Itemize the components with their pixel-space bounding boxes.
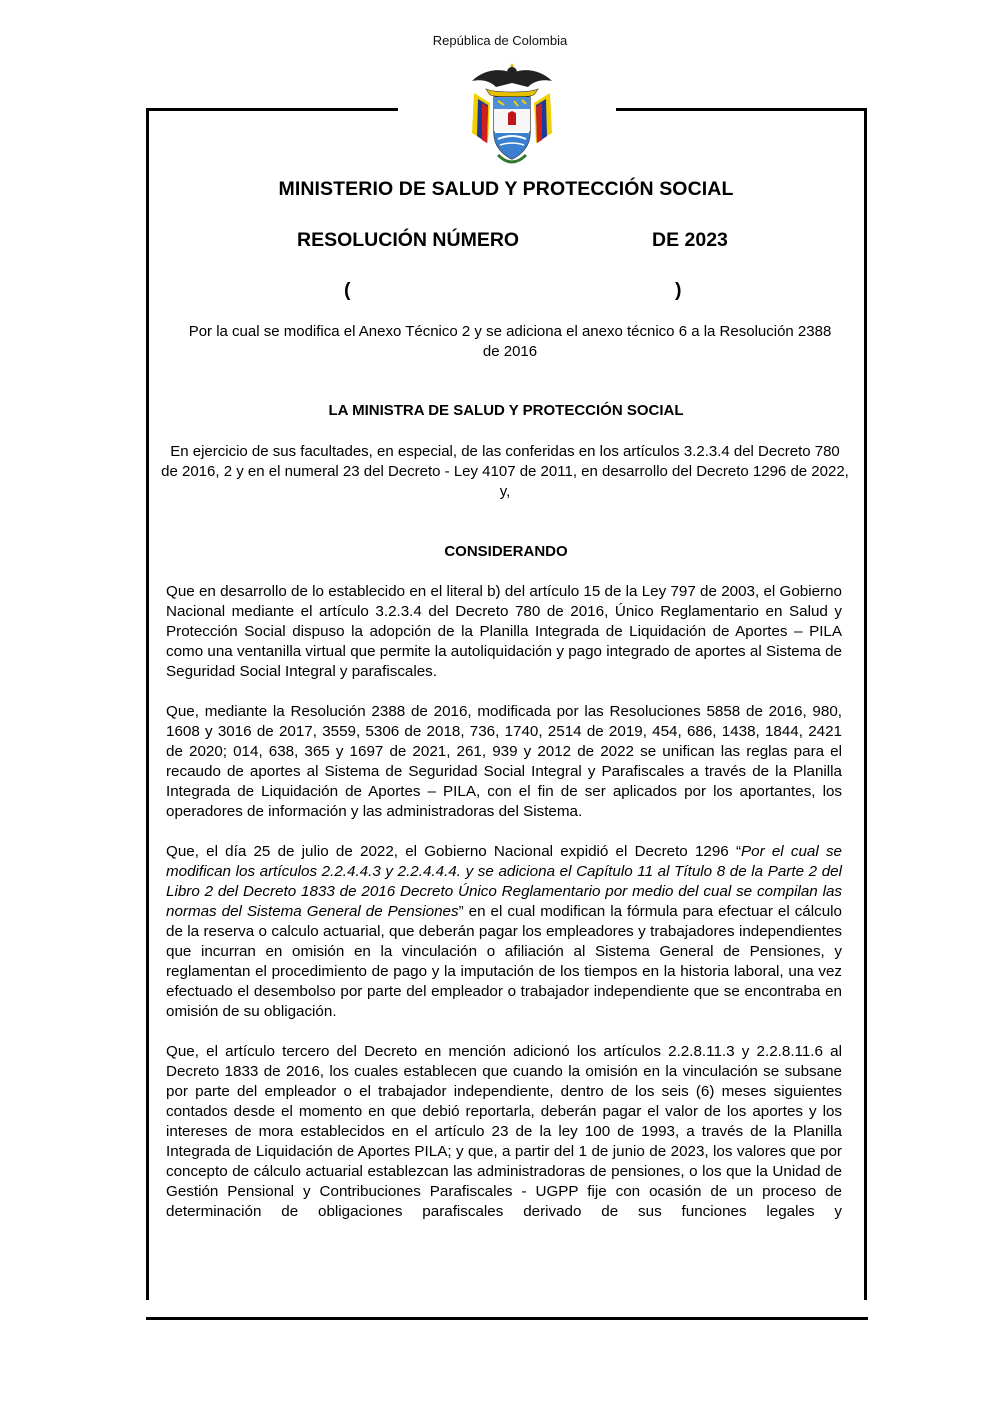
resolution-date-open-paren: ( [344,279,351,301]
paragraph-3-rest: ” en el cual modifican la fórmula para efectuar el cálculo de la reserva o calculo actuarial, que deberán pagar los empleadores y trabajadores independientes que incurran en omisión en la vinculación o afiliación al Sistema General de Pensiones, y reglamentan el procedimiento de pago y la imputación de los tiempos en la historia laboral, una vez efectuado el desembolso por parte del empleador o trabajador independiente que se encontraba en omisión de su obligación. [166,903,842,1020]
considerations-body [166,582,842,1222]
resolution-number-label: RESOLUCIÓN NÚMERO [297,229,520,251]
frame-bottom-line [146,1317,868,1320]
consideration-paragraph-2: Que, mediante la Resolución 2388 de 2016, modificada por las Resoluciones 5858 de 2016, 980, 1608 y 3016 de 2017, 3559, 5306 de 2018, 736, 1740, 2514 de 2019, 454, 686, 1438, 1844, 2421 de 2020; 014, 638, 365 y 1697 de 2021, 261, 939 y 2012 de 2022 se unifican las reglas para el recaudo de aportes al Sistema de Seguridad Social Integral y Parafiscales a través de la Planilla Integrada de Liquidación de Aportes – PILA, con el fin de ser aplicados por los aportantes, los operadores de información y las administradoras del Sistema. [166,703,842,820]
colombia-coat-of-arms-icon [468,63,556,168]
consideration-paragraph-4: Que, el artículo tercero del Decreto en mención adicionó los artículos 2.2.8.11.3 y 2.2.8.11.6 al Decreto 1833 de 2016, los cuales establecen que cuando la omisión en la vinculación se subsane por parte del empleador o el trabajador independiente, dentro de los seis (6) meses siguientes contados desde el momento en que debió reportarla, deberán pagar el valor de los aportes y los intereses de mora establecidos en el artículo 23 de la ley 100 de 1993, a través de la Planilla Integrada de Liquidación de Aportes PILA; y que, a partir del 1 de junio de 2023, los valores que por concepto de cálculo actuarial establezcan las administradoras de pensiones, o los que la Unidad de Gestión Pensional y Contribuciones Parafiscales - UGPP fije con ocasión de un proceso de determinación de obligaciones parafiscales derivado de sus funciones legales y [166,1043,842,1220]
resolution-date-close-paren: ) [675,279,682,301]
frame-top-left-line [146,108,398,111]
authority-heading: LA MINISTRA DE SALUD Y PROTECCIÓN SOCIAL [328,402,684,419]
decree-title-italic: Por el cual se modifican los artículos 2.2.4.4.3 y 2.2.4.4.4. y se adiciona el Capítulo 11 al Título 8 de la Parte 2 del Libro 2 del Decreto 1833 de 2016 Decreto Único Reglamentario por medio del cual se compilan las normas del Sistema General de Pensiones [166,843,842,920]
consideration-paragraph-3 [166,842,842,1022]
frame-top-right-line [616,108,866,111]
exercise-clause: En ejercicio de sus facultades, en especial, de las conferidas en los artículos 3.2.3.4 del Decreto 780 de 2016, 2 y en el numeral 23 del Decreto - Ley 4107 de 2011, en desarrollo del Decreto 1296 de 2022, y, [161,443,849,500]
consideration-paragraph-1: Que en desarrollo de lo establecido en el literal b) del artículo 15 de la Ley 797 de 2003, el Gobierno Nacional mediante el artículo 3.2.3.4 del Decreto 780 de 2016, Único Reglamentario en Salud y Protección Social dispuso la adopción de la Planilla Integrada de Liquidación de Aportes – PILA como una ventanilla virtual que permite la autoliquidación y pago integrado de aportes al Sistema de Seguridad Social Integral y parafiscales. [166,583,842,680]
country-header: República de Colombia [432,33,568,48]
paragraph-3-lead: Que, el día 25 de julio de 2022, el Gobierno Nacional expidió el Decreto 1296 “ [166,843,742,860]
frame-left-line [146,108,149,1300]
resolution-subtitle: Por la cual se modifica el Anexo Técnico 2 y se adiciona el anexo técnico 6 a la Resolución 2388 de 2016 [188,323,832,360]
ministry-title: MINISTERIO DE SALUD Y PROTECCIÓN SOCIAL [278,178,734,200]
considerando-heading: CONSIDERANDO [444,543,568,560]
resolution-year: DE 2023 [652,229,728,251]
frame-right-line [864,108,867,1300]
